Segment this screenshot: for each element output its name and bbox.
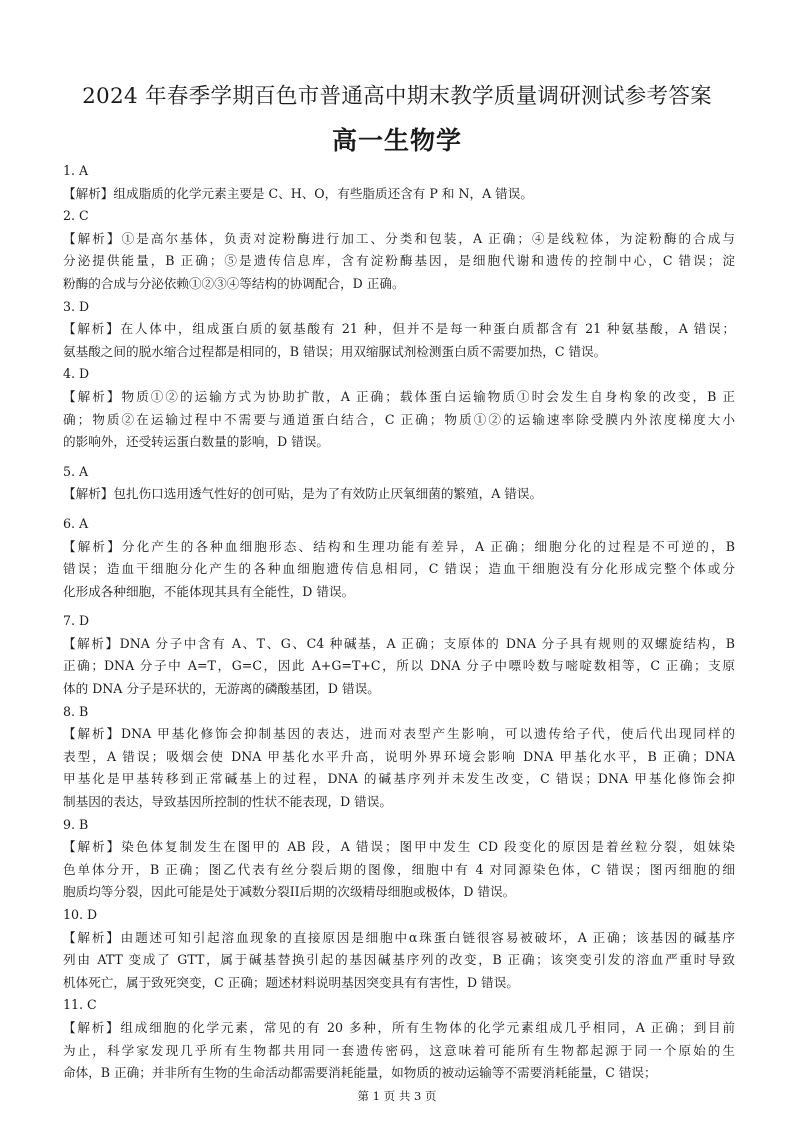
explanation-line: 为止，科学家发现几乎所有生物都共用同一套遗传密码，这意味着可能所有生物都起源于同一个原始的生 <box>63 1042 735 1058</box>
explanation-line: 甲基化是甲基转移到正常碱基上的过程，DNA 的碱基序列并未发生改变，C 错误；DNA 甲基化修饰会抑 <box>63 771 735 787</box>
explanation-line: 氨基酸之间的脱水缩合过程都是相同的，B 错误；用双缩脲试剂检测蛋白质不需要加热，C 错误。 <box>63 343 607 359</box>
spacer <box>63 506 735 513</box>
answer-item <box>63 701 735 814</box>
explanation-line: 表型，A 错误；吸烟会使 DNA 甲基化水平升高，说明外界环境会影响 DNA 甲基化水平，B 正确；DNA <box>63 748 735 764</box>
answer-number: 5. A <box>63 463 89 479</box>
explanation-line: 【解析】包扎伤口选用透气性好的创可贴，是为了有效防止厌氧细菌的繁殖，A 错误。 <box>63 486 543 502</box>
spacer <box>63 454 735 461</box>
explanation-line: 化形成各种细胞，不能体现其具有全能性，D 错误。 <box>63 583 355 599</box>
explanation-line: 制基因的表达，导致基因所控制的性状不能表现，D 错误。 <box>63 794 392 810</box>
explanation-line: 正确；DNA 分子中 A=T，G=C，因此 A+G=T+C，所以 DNA 分子中嘌呤数与嘧啶数相等，C 正确；支原 <box>63 658 735 674</box>
explanation-line: 胞质均等分裂，因此可能是处于减数分裂II后期的次级精母细胞或极体，D 错误。 <box>63 884 516 900</box>
answer-item <box>63 513 735 603</box>
explanation-line: 确；物质②在运输过程中不需要与通道蛋白结合，C 正确；物质①②的运输速率除受膜内外浓度梯度大小 <box>63 411 735 427</box>
answer-number: 11. C <box>63 997 97 1013</box>
explanation-line: 【解析】由题述可知引起溶血现象的直接原因是细胞中α珠蛋白链很容易被破坏，A 正确；该基因的碱基序 <box>63 929 735 945</box>
answer-item <box>63 904 735 994</box>
answer-number: 3. D <box>63 298 90 314</box>
explanation-line: 【解析】①是高尔基体，负责对淀粉酶进行加工、分类和包装，A 正确；④是线粒体，为淀粉酶的合成与 <box>63 230 735 246</box>
explanation-line: 列由 ATT 变成了 GTT，属于碱基替换引起的基因碱基序列的改变，B 正确；该突变引发的溶血严重时导致 <box>63 952 735 968</box>
answer-number: 6. A <box>63 515 89 531</box>
answer-number: 4. D <box>63 366 90 382</box>
explanation-line: 【解析】染色体复制发生在图甲的 AB 段，A 错误；图甲中发生 CD 段变化的原因是着丝粒分裂，姐妹染 <box>63 839 735 855</box>
explanation-line: 体的 DNA 分子是环状的，无游离的磷酸基团，D 错误。 <box>63 681 380 697</box>
explanation-line: 【解析】分化产生的各种血细胞形态、结构和生理功能有差异，A 正确；细胞分化的过程是不可逆的，B <box>63 538 735 554</box>
page-number: 第 1 页 共 3 页 <box>357 1089 437 1103</box>
answer-item <box>63 160 735 205</box>
explanation-line: 【解析】组成细胞的化学元素，常见的有 20 多种，所有生物体的化学元素组成几乎相同，A 正确；到目前 <box>63 1019 735 1035</box>
answer-item <box>63 296 735 364</box>
explanation-line: 【解析】物质①②的运输方式为协助扩散，A 正确；载体蛋白运输物质①时会发生自身构象的改变，B 正 <box>63 388 735 404</box>
page-title: 2024 年春季学期百色市普通高中期末教学质量调研测试参考答案 <box>82 84 712 109</box>
answer-item <box>63 994 735 1084</box>
answer-number: 2. C <box>63 208 89 224</box>
explanation-line: 的影响外，还受转运蛋白数量的影响，D 错误。 <box>63 434 329 450</box>
explanation-line: 【解析】在人体中，组成蛋白质的氨基酸有 21 种，但并不是每一种蛋白质都含有 21 种氨基酸，A 错误； <box>63 321 735 337</box>
answer-item <box>63 814 735 904</box>
explanation-line: 粉酶的合成与分泌依赖①②③④等结构的协调配合，D 正确。 <box>63 275 405 291</box>
answer-number: 8. B <box>63 703 89 719</box>
answer-item <box>63 205 735 295</box>
answer-item <box>63 363 735 453</box>
answer-number: 10. D <box>63 907 98 922</box>
explanation-line: 【解析】组成脂质的化学元素主要是 C、H、O，有些脂质还含有 P 和 N，A 错误。 <box>63 185 533 201</box>
explanation-line: 色单体分开，B 正确；图乙代表有丝分裂后期的图像，细胞中有 4 对同源染色体，C 错误；图丙细胞的细 <box>63 861 735 877</box>
spacer <box>63 603 735 610</box>
answer-number: 7. D <box>63 613 90 629</box>
subject-title: 高一生物学 <box>331 126 462 155</box>
answer-number: 9. B <box>63 816 89 832</box>
explanation-line: 【解析】DNA 甲基化修饰会抑制基因的表达，进而对表型产生影响，可以遗传给子代，使后代出现同样的 <box>63 726 735 742</box>
explanation-line: 错误；造血干细胞分化产生的各种血细胞遗传信息相同，C 错误；造血干细胞没有分化形成完整个体或分 <box>63 561 735 577</box>
explanation-line: 机体死亡，属于致死突变，C 正确；题述材料说明基因突变具有有害性，D 错误。 <box>63 974 519 990</box>
answer-number: 1. A <box>63 163 89 178</box>
explanation-line: 命体，B 正确；并非所有生物的生命活动都需要消耗能量，如物质的被动运输等不需要消耗能量，C 错误； <box>63 1065 657 1081</box>
explanation-line: 分泌提供能量，B 正确；⑤是遗传信息库，含有淀粉酶基因，是细胞代谢和遗传的控制中心，C 错误；淀 <box>63 253 735 269</box>
explanation-line: 【解析】DNA 分子中含有 A、T、G、C4 种碱基，A 正确；支原体的 DNA 分子具有规则的双螺旋结构，B <box>63 635 735 651</box>
answer-list <box>63 160 735 1085</box>
answer-item <box>63 610 735 700</box>
answer-item <box>63 461 735 506</box>
